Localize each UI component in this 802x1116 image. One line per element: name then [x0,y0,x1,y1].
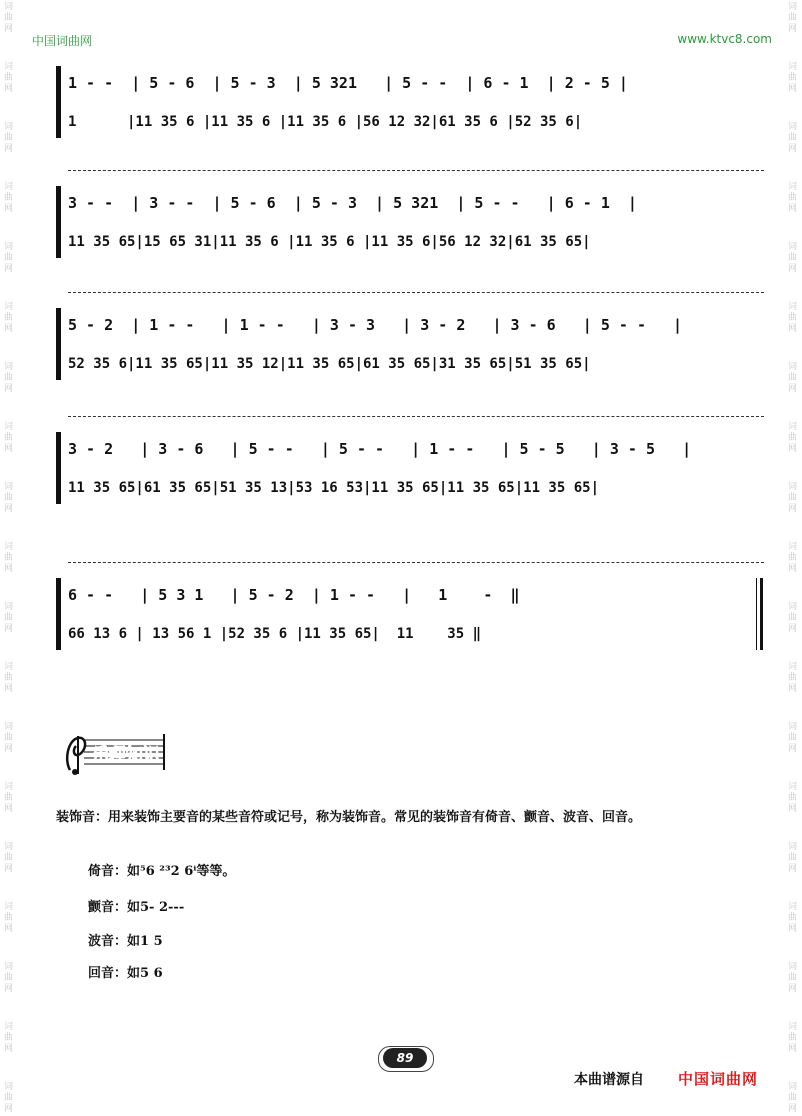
side-watermark-glyph: 网 [787,264,797,274]
side-watermark-glyph: 网 [3,144,13,154]
final-barline [756,578,757,650]
side-watermark-glyph: 曲 [3,313,13,323]
side-watermark-glyph: 曲 [3,913,13,923]
side-watermark-glyph: 词 [3,182,13,192]
side-watermark-glyph: 曲 [787,673,797,683]
accompaniment-line: 1 |11 35 6 |11 35 6 |11 35 6 |56 12 32|61 35 6 |52 35 6| [68,114,583,130]
side-watermark-glyph: 词 [3,842,13,852]
accompaniment-line: 66 13 6 | 13 56 1 |52 35 6 |11 35 65| 11 35 ‖ [68,626,482,642]
side-watermark-glyphs [787,602,798,635]
side-watermark-glyph: 曲 [787,13,797,23]
side-watermark-glyph: 曲 [787,613,797,623]
side-watermark-glyph: 词 [787,62,797,72]
side-watermark-glyph: 曲 [3,553,13,563]
side-watermark-glyphs [3,782,14,815]
side-watermark-glyphs [3,842,14,875]
side-watermark-glyphs [787,302,798,335]
side-watermark-glyph: 网 [787,1104,797,1114]
side-watermark-glyph: 网 [787,384,797,394]
side-watermark-glyph: 网 [787,204,797,214]
side-watermark-glyph: 网 [3,264,13,274]
side-watermark-glyphs [787,482,798,515]
side-watermark-glyph: 网 [787,624,797,634]
side-watermark-glyphs [3,542,14,575]
side-watermark-glyphs [787,2,798,35]
side-watermark-glyph: 词 [3,422,13,432]
side-watermark-glyph: 网 [3,684,13,694]
side-watermark-glyph: 词 [787,1022,797,1032]
side-watermark-glyph: 曲 [787,733,797,743]
side-watermark-glyph: 词 [3,662,13,672]
side-watermark-glyphs [3,1082,14,1115]
source-label: 本曲谱源自 [574,1072,644,1088]
side-watermark-glyph: 曲 [787,193,797,203]
side-watermark-glyph: 网 [3,324,13,334]
side-watermark-glyphs [787,782,798,815]
side-watermark-glyphs [3,122,14,155]
side-watermark-glyph: 网 [3,1104,13,1114]
side-watermark-glyph: 网 [3,84,13,94]
side-watermark-glyph: 词 [3,722,13,732]
side-watermark-glyph: 曲 [787,253,797,263]
side-watermark-glyph: 词 [787,542,797,552]
side-watermark-glyph: 网 [787,804,797,814]
side-watermark-glyph: 网 [787,564,797,574]
side-watermark-glyph: 词 [3,602,13,612]
side-watermark-glyph: 曲 [3,733,13,743]
side-watermark-glyph: 网 [3,1044,13,1054]
side-watermark-glyph: 曲 [787,1033,797,1043]
side-watermark-glyph: 网 [3,984,13,994]
system-divider [68,562,764,563]
system-bracket [56,186,61,258]
ornament-example: 如5 6 [127,966,163,981]
side-watermark-glyph: 曲 [3,793,13,803]
score-system [56,170,764,260]
ornament-item [88,962,163,981]
side-watermark-glyph: 曲 [787,973,797,983]
side-watermark-glyph: 网 [3,384,13,394]
ornament-example: 如⁵6 ²³2 6ⁱ等等。 [127,864,236,879]
side-watermark-glyphs [787,722,798,755]
side-watermark-glyph: 词 [3,902,13,912]
side-watermark-glyph: 曲 [3,613,13,623]
accompaniment-line: 52 35 6|11 35 65|11 35 12|11 35 65|61 35 65|31 35 65|51 35 65| [68,356,591,372]
side-watermark-glyph: 词 [787,362,797,372]
side-watermark-glyphs [3,182,14,215]
side-watermark-glyph: 网 [787,24,797,34]
system-divider [68,416,764,417]
side-watermark-glyph: 曲 [3,73,13,83]
side-watermark-glyphs [3,662,14,695]
side-watermark-glyph: 曲 [3,973,13,983]
ornament-label: 回音： [88,966,128,981]
system-bracket [56,66,61,138]
melody-line: 5 - 2 | 1 - - | 1 - - | 3 - 3 | 3 - 2 | 3 - 6 | 5 - - | [68,316,683,334]
side-watermark-glyph: 曲 [3,373,13,383]
ornament-label: 倚音： [88,864,128,879]
score-system [56,292,764,382]
side-watermark-glyph: 词 [3,1022,13,1032]
side-watermark-glyph: 网 [787,324,797,334]
side-watermark-glyph: 词 [787,962,797,972]
side-watermark-glyphs [3,722,14,755]
music-theory-logo [64,730,168,776]
side-watermark-glyph: 网 [787,864,797,874]
accompaniment-line: 11 35 65|15 65 31|11 35 6 |11 35 6 |11 35 6|56 12 32|61 35 65| [68,234,591,250]
side-watermark-glyphs [3,2,14,35]
side-watermark-glyph: 词 [787,662,797,672]
side-watermark-glyphs [787,242,798,275]
side-watermark-glyphs [787,62,798,95]
side-watermark-glyph: 网 [3,624,13,634]
ornament-intro: 装饰音：用来装饰主要音的某些音符或记号，称为装饰音。常见的装饰音有倚音、颤音、波音、回音。 [56,810,642,825]
side-watermark-glyphs [787,362,798,395]
side-watermark-glyph: 曲 [787,793,797,803]
side-watermark-glyph: 词 [3,302,13,312]
side-watermark-glyph: 曲 [3,13,13,23]
system-bracket [56,578,61,650]
side-watermark-glyphs [3,902,14,935]
side-watermark-glyph: 曲 [787,1093,797,1103]
side-watermark-glyph: 网 [3,564,13,574]
side-watermark-glyph: 词 [3,1082,13,1092]
side-watermark-glyphs [787,1022,798,1055]
side-watermark-glyph: 网 [3,864,13,874]
watermark-top-left: 中国词曲网 [32,34,93,48]
final-barline-thick [760,578,763,650]
side-watermark-glyphs [3,242,14,275]
system-bracket [56,432,61,504]
side-watermark-glyphs [3,62,14,95]
side-watermark-glyph: 网 [3,204,13,214]
side-watermark-glyph: 网 [3,444,13,454]
side-watermark-glyphs [787,422,798,455]
side-watermark-glyph: 网 [3,24,13,34]
side-watermark-glyph: 曲 [3,493,13,503]
side-watermark-glyph: 曲 [3,253,13,263]
side-watermark-glyphs [787,902,798,935]
side-watermark-glyph: 网 [3,924,13,934]
side-watermark-glyph: 词 [787,302,797,312]
side-watermark-glyph: 词 [3,542,13,552]
side-watermark-glyph: 词 [3,782,13,792]
side-watermark-glyph: 网 [787,1044,797,1054]
ornament-example: 如1 5 [127,934,163,949]
side-watermark-glyph: 曲 [787,73,797,83]
source-site: 中国词曲网 [678,1070,759,1088]
side-watermark-glyph: 网 [787,924,797,934]
side-watermark-glyphs [3,482,14,515]
side-watermark-glyph: 词 [787,242,797,252]
side-watermark-glyph: 曲 [787,313,797,323]
side-watermark-glyphs [787,662,798,695]
ornament-item [88,896,184,915]
music-theory-logo-text: 乐理知识 [92,745,160,765]
side-watermark-glyph: 网 [3,744,13,754]
side-watermark-glyphs [3,962,14,995]
side-watermark-glyph: 曲 [3,433,13,443]
system-bracket [56,308,61,380]
side-watermark-glyphs [3,602,14,635]
score-system [56,562,764,652]
melody-line: 1 - - | 5 - 6 | 5 - 3 | 5 321 | 5 - - | 6 - 1 | 2 - 5 | [68,74,628,92]
side-watermark-glyph: 网 [787,444,797,454]
side-watermark-glyphs [787,1082,798,1115]
side-watermark-glyphs [3,302,14,335]
side-watermark-glyph: 词 [787,1082,797,1092]
side-watermark-glyph: 网 [787,84,797,94]
side-watermark-glyph: 词 [787,422,797,432]
page-number: 89 [383,1048,427,1068]
side-watermark-glyph: 词 [787,182,797,192]
side-watermark-glyph: 词 [787,122,797,132]
side-watermark-glyph: 曲 [3,1033,13,1043]
side-watermark-glyphs [787,182,798,215]
side-watermark-glyph: 词 [3,122,13,132]
side-watermark-glyphs [787,122,798,155]
side-watermark-glyph: 曲 [787,853,797,863]
side-watermark-glyph: 曲 [787,373,797,383]
side-watermark-glyph: 词 [787,722,797,732]
side-watermark-glyph: 词 [3,242,13,252]
side-watermark-glyph: 词 [787,602,797,612]
side-watermark-glyph: 曲 [3,853,13,863]
side-watermark-glyph: 曲 [3,1093,13,1103]
score-system [56,416,764,506]
ornament-item [88,860,235,879]
side-watermark-glyph: 网 [3,504,13,514]
score-system [56,50,764,140]
side-watermark-glyph: 网 [787,744,797,754]
side-watermark-glyph: 词 [787,842,797,852]
side-watermark-glyph: 曲 [3,193,13,203]
side-watermark-glyph: 词 [787,782,797,792]
side-watermark-glyph: 词 [3,62,13,72]
side-watermark-glyph: 网 [3,804,13,814]
melody-line: 3 - - | 3 - - | 5 - 6 | 5 - 3 | 5 321 | 5 - - | 6 - 1 | [68,194,637,212]
side-watermark-glyph: 曲 [787,493,797,503]
side-watermark-glyphs [3,1022,14,1055]
side-watermark-glyph: 网 [787,684,797,694]
side-watermark-glyph: 词 [3,482,13,492]
side-watermark-glyphs [787,962,798,995]
side-watermark-glyph: 曲 [3,673,13,683]
side-watermark-glyph: 曲 [787,553,797,563]
side-watermark-glyph: 词 [3,962,13,972]
system-divider [68,292,764,293]
ornament-example: 如5- 2--- [127,900,185,915]
watermark-top-right: www.ktvc8.com [677,32,772,46]
side-watermark-glyph: 词 [787,482,797,492]
side-watermark-glyphs [3,362,14,395]
side-watermark-glyph: 曲 [787,133,797,143]
accompaniment-line: 11 35 65|61 35 65|51 35 13|53 16 53|11 35 65|11 35 65|11 35 65| [68,480,600,496]
side-watermark-glyph: 曲 [787,913,797,923]
side-watermark-glyphs [3,422,14,455]
side-watermark-glyphs [787,842,798,875]
ornament-label: 波音： [88,934,128,949]
side-watermark-glyph: 曲 [3,133,13,143]
side-watermark-glyph: 词 [787,902,797,912]
side-watermark-glyphs [787,542,798,575]
system-divider [68,170,764,171]
side-watermark-glyph: 词 [3,2,13,12]
melody-line: 6 - - | 5 3 1 | 5 - 2 | 1 - - | 1 - ‖ [68,586,520,604]
ornament-item [88,930,163,949]
ornament-label: 颤音： [88,900,128,915]
melody-line: 3 - 2 | 3 - 6 | 5 - - | 5 - - | 1 - - | 5 - 5 | 3 - 5 | [68,440,692,458]
side-watermark-glyph: 曲 [787,433,797,443]
side-watermark-glyph: 词 [787,2,797,12]
side-watermark-glyph: 网 [787,504,797,514]
side-watermark-glyph: 网 [787,984,797,994]
side-watermark-glyph: 网 [787,144,797,154]
side-watermark-glyph: 词 [3,362,13,372]
